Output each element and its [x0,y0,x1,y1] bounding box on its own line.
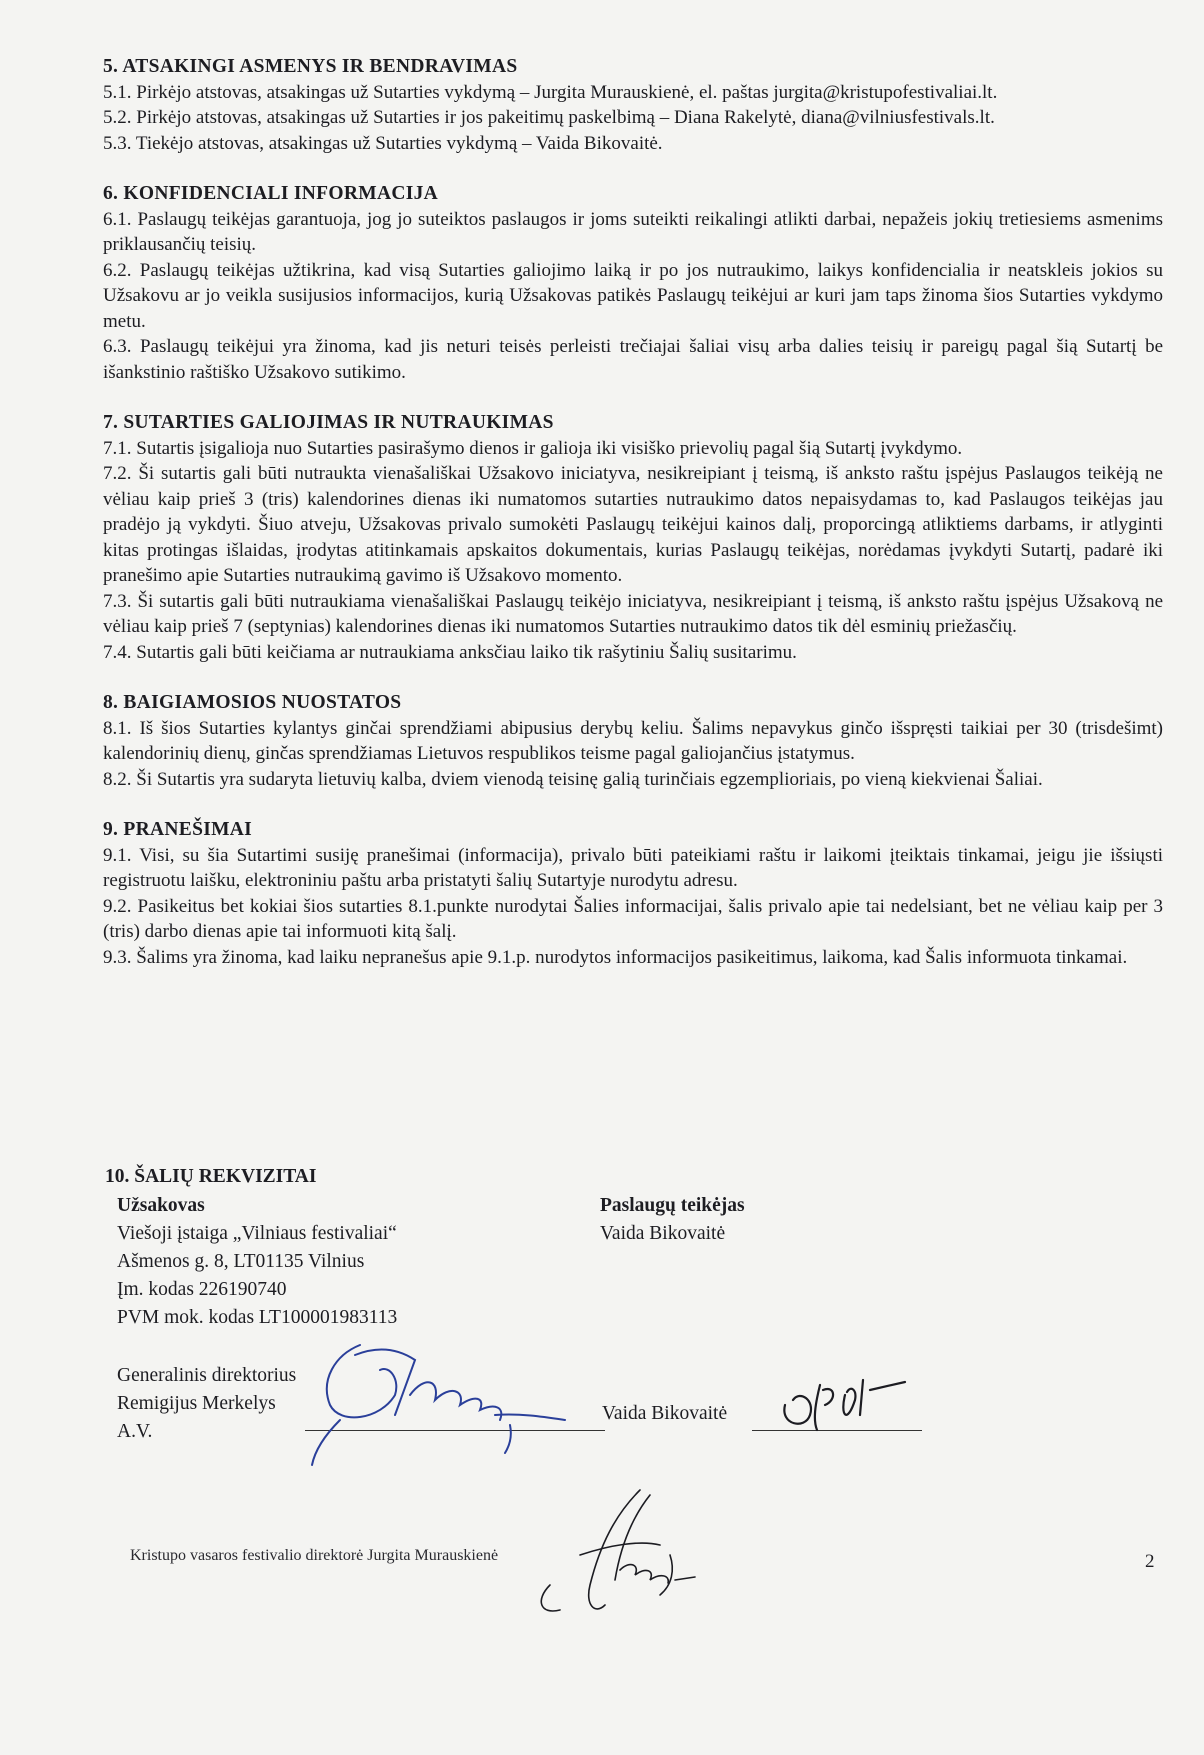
clause: 5.3. Tiekėjo atstovas, atsakingas už Sutarties vykdymą – Vaida Bikovaitė. [103,132,663,154]
clause: 6.3. Paslaugų teikėjui yra žinoma, kad jis neturi teisės perleisti trečiajai šaliai visų arba dalies teisių ir pareigų pagal šią Sutartį be išankstinio raštiško Užsakovo sutikimo. [103,336,1163,383]
client-signature-icon [300,1325,590,1470]
clause: 7.2. Ši sutartis gali būti nutraukta vienašališkai Užsakovo iniciatyva, nesikreipiant į teismą, iš anksto raštu įspėjus Paslaugos teikėją ne vėliau kaip prieš 3 (tris) kalendorines dienas iki numatomos sutarties nutraukimo datos nepaisydamas to, kad Paslaugos teikėjas jau pradėjo ją vykdyti. Šiuo atveju, Užsakovas privalo sumokėti Paslaugų teikėjui kainos dalį, proporcingą atliktiems darbams, ir atlyginti kitas protingas išlaidas, įrodytas atitinkamais apskaitos dokumentais, kurias Paslaugų teikėjas, norėdamas įvykdyti Sutartį, padarė iki pranešimo apie Sutarties nutraukimą gavimo iš Užsakovo momento. [103,463,1163,586]
provider-requisites [600,1192,745,1248]
clause: 7.3. Ši sutartis gali būti nutraukiama vienašališkai Paslaugų teikėjo iniciatyva, nesikreipiant į teismą, iš anksto raštu įspėjus Užsakovą ne vėliau kaip prieš 7 (septynias) kalendorines dienas iki numatomos Sutarties nutraukimo datos tik dėl esminių priežasčių. [103,590,1163,637]
clause: 7.1. Sutartis įsigalioja nuo Sutarties pasirašymo dienos ir galioja iki visiško prievolių pagal šią Sutartį įvykdymo. [103,437,963,459]
provider-name: Vaida Bikovaitė [600,1223,726,1244]
provider-heading: Paslaugų teikėjas [600,1195,745,1216]
approval-note: Kristupo vasaros festivalio direktorė Jurgita Murauskienė [130,1547,499,1564]
clause: 6.2. Paslaugų teikėjas užtikrina, kad visą Sutarties galiojimo laiką ir po jos nutraukimo, laikys konfidencialia ir neatskleis jokios su Užsakovu ar jo veikla susijusios informacijos, kurią Užsakovas patikės Paslaugų teikėjui ar kuri jam taps žinoma šios Sutarties vykdymo metu. [103,259,1163,332]
section-responsible-persons [103,54,1163,156]
section-title: 7. SUTARTIES GALIOJIMAS IR NUTRAUKIMAS [103,412,554,433]
client-name: Viešoji įstaiga „Vilniaus festivaliai“ [117,1223,397,1244]
stamp-note: A.V. [117,1421,153,1442]
section-validity-termination [103,410,1163,665]
section-notifications [103,817,1163,970]
client-address: Ašmenos g. 8, LT01135 Vilnius [117,1251,365,1272]
client-heading: Užsakovas [117,1195,205,1216]
page-number: 2 [1145,1551,1155,1572]
clause: 5.1. Pirkėjo atstovas, atsakingas už Sutarties vykdymą – Jurgita Murauskienė, el. paštas jurgita@kristupofestivaliai.lt. [103,81,998,103]
client-company-code: Įm. kodas 226190740 [117,1279,287,1300]
client-vat-code: PVM mok. kodas LT100001983113 [117,1307,398,1328]
section-title: 8. BAIGIAMOSIOS NUOSTATOS [103,692,402,713]
clause: 6.1. Paslaugų teikėjas garantuoja, jog jo suteiktos paslaugos ir joms suteikti reikalingi atlikti darbai, nepažeis jokių tretiesiems asmenims priklausančių teisių. [103,208,1163,255]
section-title: 5. ATSAKINGI ASMENYS IR BENDRAVIMAS [103,56,518,77]
requisites-title: 10. ŠALIŲ REKVIZITAI [105,1166,317,1187]
section-title: 9. PRANEŠIMAI [103,819,253,840]
provider-signature-icon [775,1370,915,1440]
contract-body [103,54,1163,995]
clause: 7.4. Sutartis gali būti keičiama ar nutraukiama anksčiau laiko tik rašytiniu Šalių susitarimu. [103,641,797,663]
clause: 5.2. Pirkėjo atstovas, atsakingas už Sutarties ir jos pakeitimų paskelbimą – Diana Rakelytė, diana@vilniusfestivals.lt. [103,107,995,128]
clause: 9.1. Visi, su šia Sutartimi susiję pranešimai (informacija), privalo būti pateikiami raštu ir laikomi įteiktais tinkamai, jeigu jie išsiųsti registruotu laišku, elektroniniu paštu arba pristatyti šalių Sutartyje nurodytu adresu. [103,844,1163,891]
section-final-provisions [103,690,1163,792]
clause: 8.2. Ši Sutartis yra sudaryta lietuvių kalba, dviem vienodą teisinę galią turinčiais egzemplioriais, po vieną kiekvienai Šaliai. [103,768,1043,790]
provider-signatory: Vaida Bikovaitė [602,1403,728,1424]
client-position: Generalinis direktorius [117,1365,297,1386]
section-title: 6. KONFIDENCIALI INFORMACIJA [103,183,439,204]
clause: 9.3. Šalims yra žinoma, kad laiku nepranešus apie 9.1.p. nurodytos informacijos pasikeitimus, laikoma, kad Šalis informuota tinkamai. [103,946,1128,968]
approval-signature-icon [520,1485,710,1625]
section-confidential-info [103,181,1163,385]
clause: 9.2. Pasikeitus bet kokiai šios sutarties 8.1.punkte nurodytai Šalies informacijai, šalis privalo apie tai nedelsiant, bet ne vėliau kaip per 3 (tris) darbo dienas apie tai informuoti kitą šalį. [103,895,1163,942]
client-signatory: Remigijus Merkelys [117,1393,276,1414]
clause: 8.1. Iš šios Sutarties kylantys ginčai sprendžiami abipusius derybų keliu. Šalims nepavykus ginčo išspręsti taikiai per 30 (trisdešimt) kalendorinių dienų, ginčas sprendžiamas Lietuvos respublikos teisme pagal galiojančius įstatymus. [103,717,1163,764]
